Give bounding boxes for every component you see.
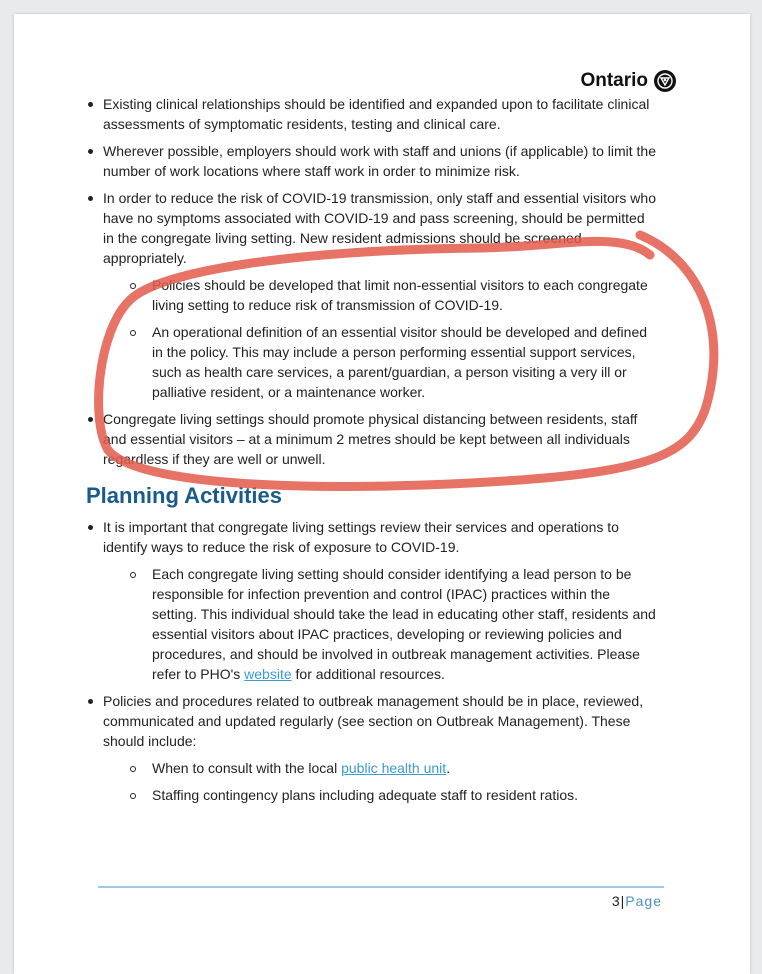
sub-bullet-item-consult [86,758,656,778]
bullet-item-distancing: Congregate living settings should promote physical distancing between residents, staff and essential visitors – at a minimum 2 metres should be kept between all individuals regardless if they are well or unwell. [86,409,656,469]
website-link[interactable]: website [244,666,292,682]
sub-bullet-item-ipac [86,564,656,684]
bullet-item: Wherever possible, employers should work with staff and unions (if applicable) to limit the number of work locations where staff work in order to minimize risk. [86,141,656,181]
ipac-text: Each congregate living setting should consider identifying a lead person to be responsible for infection prevention and control (IPAC) practices within the setting. This individual should take the lead in educating other staff, residents and essential visitors about IPAC practices, developing or reviewing policies and procedures, and should be involved in outbreak management activities. Please refer to PHO's [152,566,656,682]
consult-text: When to consult with the local [152,760,342,776]
consult-text-end: . [446,760,451,776]
page-separator: | [620,893,626,909]
ontario-trillium-icon [654,70,676,92]
page-number [612,893,662,909]
document-body [86,94,656,812]
bullet-item-covid-screening: In order to reduce the risk of COVID-19 transmission, only staff and essential visitors who have no symptoms associated with COVID-19 and pass screening, should be permitted in the congregate living setting. New resident admissions should be screened appropriately. [86,188,656,268]
page-label: Page [625,893,662,909]
bullet-item: Policies and procedures related to outbreak management should be in place, reviewed, communicated and updated regularly (see section on Outbreak Management). These should include: [86,691,656,751]
page-number-value: 3 [611,893,621,909]
brand-name: Ontario [580,70,648,91]
section-heading: Planning Activities [86,483,283,508]
bullet-item: Existing clinical relationships should be identified and expanded upon to facilitate clinical assessments of symptomatic residents, testing and clinical care. [86,94,656,134]
bullet-item: It is important that congregate living settings review their services and operations to identify ways to reduce the risk of exposure to COVID-19. [86,517,656,557]
sub-bullet-item: Policies should be developed that limit non-essential visitors to each congregate living setting to reduce risk of transmission of COVID-19. [86,275,656,315]
sub-bullet-item-staffing: Staffing contingency plans including adequate staff to resident ratios. [86,785,656,805]
public-health-unit-link[interactable]: public health unit [341,760,447,776]
footer-rule [98,886,664,888]
ipac-text-end: for additional resources. [291,666,445,682]
page-header [580,70,676,92]
sub-bullet-item: An operational definition of an essential visitor should be developed and defined in the policy. This may include a person performing essential support services, such as health care services, a parent/guardian, a person visiting a very ill or palliative resident, or a maintenance worker. [86,322,656,402]
